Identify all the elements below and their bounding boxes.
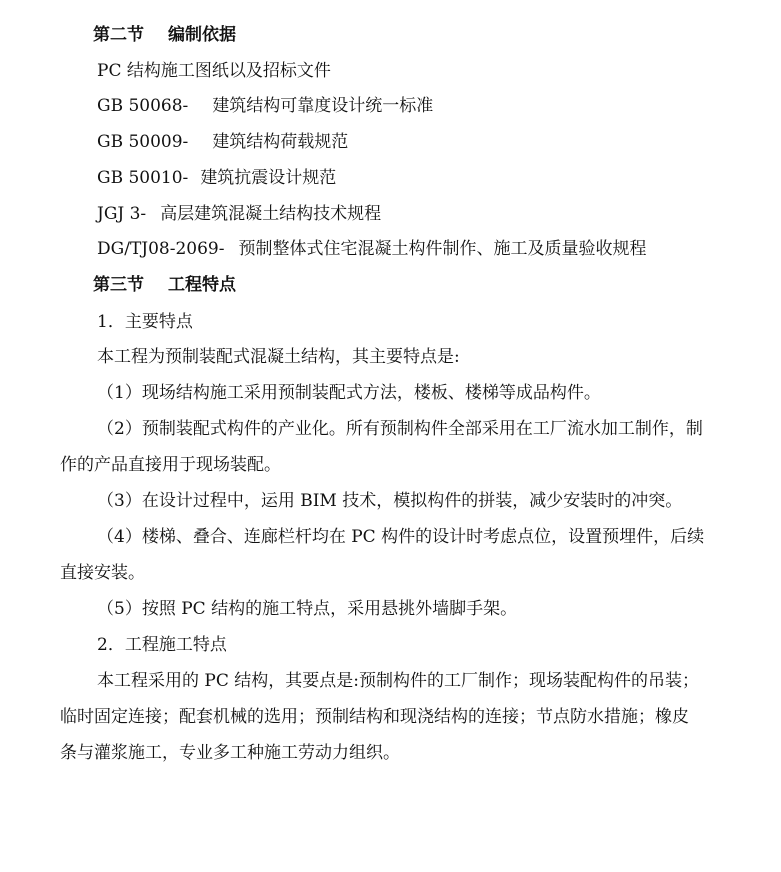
basis-item: [97, 203, 381, 225]
feature-point: （3）在设计过程中，运用 BIM 技术，模拟构件的拼装，减少安装时的冲突。: [97, 491, 683, 511]
basis-item: [97, 238, 646, 260]
feature-point: （1）现场结构施工采用预制装配式方法，楼板、楼梯等成品构件。: [97, 383, 601, 403]
section2-title: 第二节: [93, 25, 144, 45]
part2-paragraph-line: 临时固定连接；配套机械的选用；预制结构和现浇结构的连接；节点防水措施；橡皮: [60, 707, 689, 727]
basis-item-name: 建筑抗震设计规范: [200, 168, 337, 188]
part1-intro: 本工程为预制装配式混凝土结构，其主要特点是:: [97, 347, 460, 367]
section3-heading: [93, 274, 236, 296]
part2-heading: 2．工程施工特点: [97, 635, 227, 655]
section3-subtitle: 工程特点: [168, 275, 236, 295]
part2-paragraph-line: 本工程采用的 PC 结构，其要点是:预制构件的工厂制作；现场装配构件的吊装；: [97, 671, 699, 691]
feature-point-continued: 直接安装。: [60, 563, 145, 583]
basis-item-code: GB 50010-: [97, 168, 189, 188]
feature-point-continued: 作的产品直接用于现场装配。: [60, 455, 281, 475]
basis-item: [97, 167, 336, 189]
basis-item-code: GB 50009-: [97, 132, 189, 152]
feature-point: （5）按照 PC 结构的施工特点，采用悬挑外墙脚手架。: [97, 599, 518, 619]
section3-title: 第三节: [93, 275, 144, 295]
section2-heading: [93, 24, 236, 46]
basis-item-name: 建筑结构可靠度设计统一标准: [212, 96, 434, 116]
part1-heading: 1．主要特点: [97, 312, 193, 332]
basis-item-code: GB 50068-: [97, 96, 189, 116]
basis-item-name: 建筑结构荷载规范: [212, 132, 349, 152]
basis-item-name: 高层建筑混凝土结构技术规程: [160, 204, 382, 224]
basis-item-code: DG/TJ08-2069-: [97, 239, 225, 259]
basis-item-code: PC 结构施工图纸以及招标文件: [97, 61, 331, 81]
section2-subtitle: 编制依据: [168, 25, 236, 45]
feature-point: （4）楼梯、叠合、连廊栏杆均在 PC 构件的设计时考虑点位，设置预埋件，后续: [97, 527, 705, 547]
basis-item-code: JGJ 3-: [97, 204, 147, 224]
basis-item: [97, 60, 331, 82]
basis-item: [97, 131, 348, 153]
basis-item-name: 预制整体式住宅混凝土构件制作、施工及质量验收规程: [238, 239, 647, 259]
part2-paragraph-line: 条与灌浆施工，专业多工种施工劳动力组织。: [60, 743, 400, 763]
feature-point: （2）预制装配式构件的产业化。所有预制构件全部采用在工厂流水加工制作，制: [97, 419, 703, 439]
basis-item: [97, 95, 433, 117]
